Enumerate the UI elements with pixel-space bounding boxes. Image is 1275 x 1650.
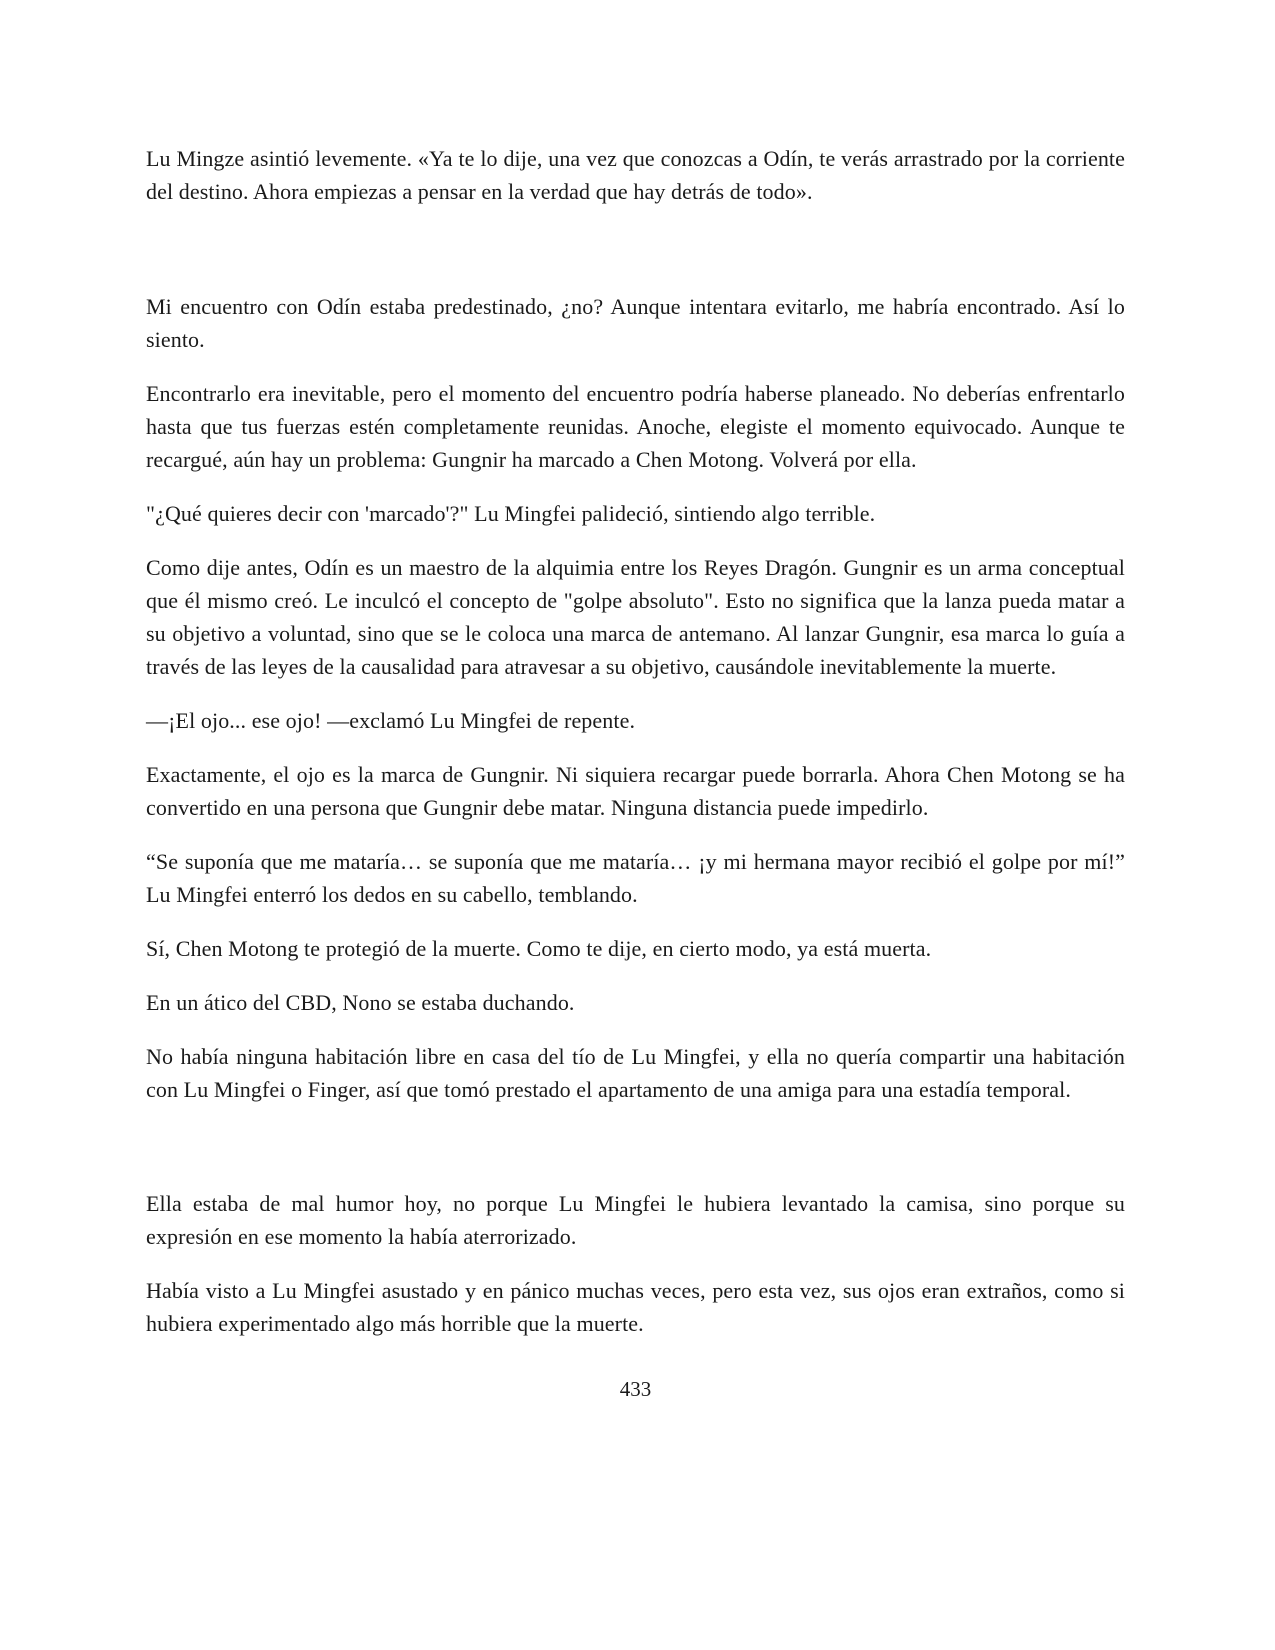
section-break-spacer xyxy=(146,1127,1125,1187)
paragraph: “Se suponía que me mataría… se suponía que me mataría… ¡y mi hermana mayor recibió el golpe por mí!” Lu Mingfei enterró los dedos en su cabello, temblando. xyxy=(146,849,1125,907)
paragraph: No había ninguna habitación libre en casa del tío de Lu Mingfei, y ella no quería compartir una habitación con Lu Mingfei o Finger, así que tomó prestado el apartamento de una amiga para una estadía temporal. xyxy=(146,1044,1125,1102)
page-body xyxy=(146,142,1125,1340)
paragraph: —¡El ojo... ese ojo! —exclamó Lu Mingfei de repente. xyxy=(146,708,636,733)
page-number: 433 xyxy=(619,1377,652,1401)
paragraph: Había visto a Lu Mingfei asustado y en pánico muchas veces, pero esta vez, sus ojos eran extraños, como si hubiera experimentado algo más horrible que la muerte. xyxy=(146,1278,1125,1336)
paragraph: Exactamente, el ojo es la marca de Gungnir. Ni siquiera recargar puede borrarla. Ahora Chen Motong se ha convertido en una persona que Gungnir debe matar. Ninguna distancia puede impedirlo. xyxy=(146,762,1125,820)
paragraph: Sí, Chen Motong te protegió de la muerte. Como te dije, en cierto modo, ya está muerta. xyxy=(146,936,932,961)
paragraph: Mi encuentro con Odín estaba predestinado, ¿no? Aunque intentara evitarlo, me habría encontrado. Así lo siento. xyxy=(146,294,1125,352)
paragraph: Como dije antes, Odín es un maestro de la alquimia entre los Reyes Dragón. Gungnir es un arma conceptual que él mismo creó. Le inculcó el concepto de "golpe absoluto". Esto no significa que la lanza pueda matar a su objetivo a voluntad, sino que se le coloca una marca de antemano. Al lanzar Gungnir, esa marca lo guía a través de las leyes de la causalidad para atravesar a su objetivo, causándole inevitablemente la muerte. xyxy=(146,555,1125,679)
paragraph: Ella estaba de mal humor hoy, no porque Lu Mingfei le hubiera levantado la camisa, sino porque su expresión en ese momento la había aterrorizado. xyxy=(146,1191,1125,1249)
paragraph: En un ático del CBD, Nono se estaba duchando. xyxy=(146,990,575,1015)
paragraph: Encontrarlo era inevitable, pero el momento del encuentro podría haberse planeado. No deberías enfrentarlo hasta que tus fuerzas estén completamente reunidas. Anoche, elegiste el momento equivocado. Aunque te recargué, aún hay un problema: Gungnir ha marcado a Chen Motong. Volverá por ella. xyxy=(146,381,1125,472)
paragraph: Lu Mingze asintió levemente. «Ya te lo dije, una vez que conozcas a Odín, te verás arrastrado por la corriente del destino. Ahora empiezas a pensar en la verdad que hay detrás de todo». xyxy=(146,146,1125,204)
section-break-spacer xyxy=(146,229,1125,290)
paragraph: "¿Qué quieres decir con 'marcado'?" Lu Mingfei palideció, sintiendo algo terrible. xyxy=(146,501,876,526)
